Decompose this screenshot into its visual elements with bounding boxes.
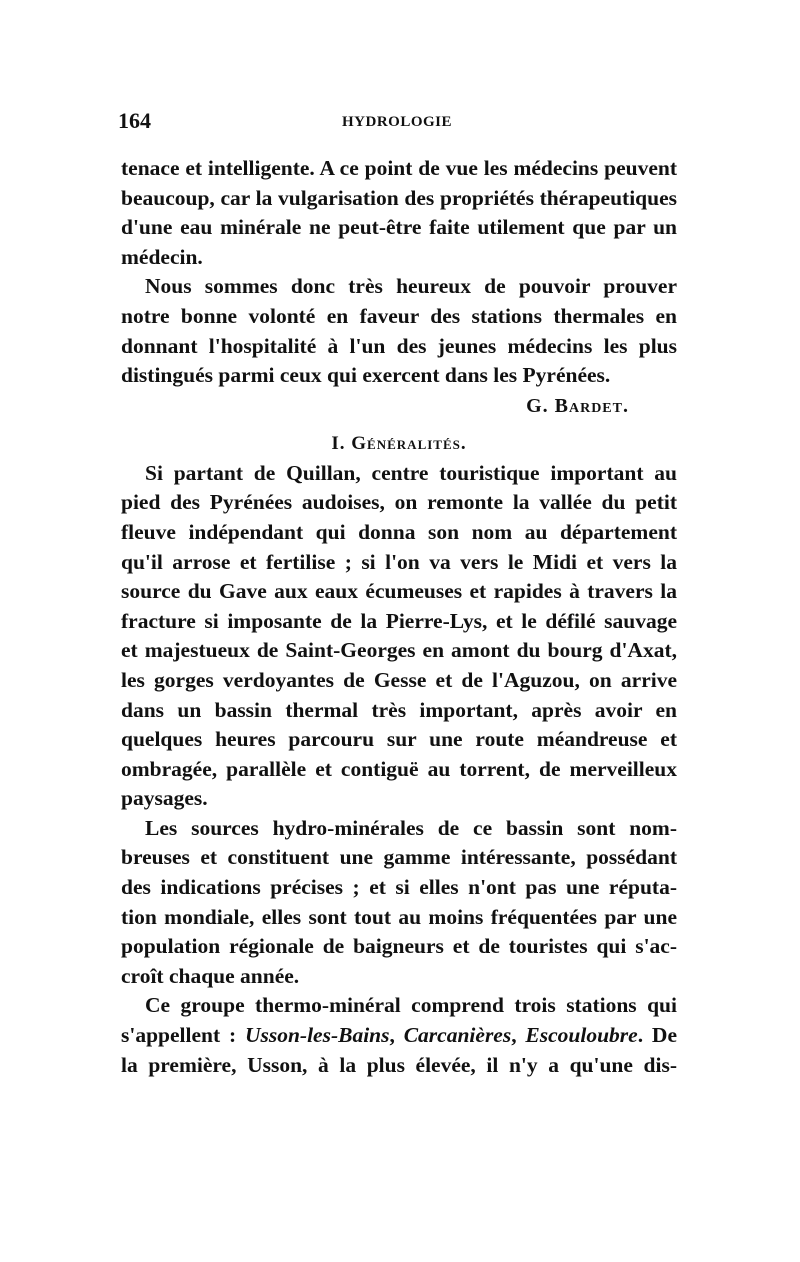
text-fragment: . De — [637, 1023, 677, 1048]
text-line: fracture si imposante de la Pierre-Lys, et le défilé sauvage — [121, 608, 677, 633]
body-text — [121, 154, 677, 1080]
text-line — [121, 1021, 677, 1051]
page-header — [118, 108, 676, 138]
text-line: pied des Pyrénées audoises, on remonte la vallée du petit — [121, 490, 677, 515]
section-title: Généralités. — [351, 432, 467, 454]
text-line: beaucoup, car la vulgarisation des propriétés thérapeutiques — [121, 185, 677, 210]
signature-initial: G. — [526, 394, 549, 417]
text-line: notre bonne volonté en faveur des stations thermales en — [121, 303, 677, 328]
text-line: paysages. — [121, 786, 208, 811]
text-line: tenace et intelligente. A ce point de vue les médecins peuvent — [121, 156, 677, 180]
paragraph-3 — [121, 459, 677, 814]
text-line: des indications précises ; et si elles n'ont pas une réputa- — [121, 875, 677, 900]
paragraph-1 — [121, 154, 677, 272]
page-number: 164 — [118, 108, 151, 133]
text-line: la première, Usson, à la plus élevée, il n'y a qu'une dis- — [121, 1052, 677, 1077]
text-line: dans un bassin thermal très important, après avoir en — [121, 697, 677, 722]
paragraph-5 — [121, 991, 677, 1080]
text-line: tion mondiale, elles sont tout au moins fréquentées par une — [121, 904, 677, 929]
station-name: Usson-les-Bains — [244, 1023, 390, 1048]
text-line: quelques heures parcouru sur une route méandreuse et — [121, 727, 677, 752]
text-line: et majestueux de Saint-Georges en amont du bourg d'Axat, — [121, 638, 677, 663]
text-line: Ce groupe thermo-minéral comprend trois stations qui — [145, 993, 677, 1018]
text-line: Nous sommes donc très heureux de pouvoir prouver — [145, 274, 677, 299]
text-line: fleuve indépendant qui donna son nom au département — [121, 519, 677, 544]
text-line: breuses et constituent une gamme intéressante, possédant — [121, 845, 677, 870]
text-line: qu'il arrose et fertilise ; si l'on va vers le Midi et vers la — [121, 549, 677, 574]
text-line: donnant l'hospitalité à l'un des jeunes médecins les plus — [121, 333, 677, 358]
text-line: ombragée, parallèle et contiguë au torrent, de merveilleux — [121, 756, 677, 781]
author-signature — [121, 391, 677, 421]
text-line: croît chaque année. — [121, 963, 300, 988]
running-title: HYDROLOGIE — [341, 114, 452, 130]
paragraph-4 — [121, 814, 677, 992]
section-number: I. — [331, 432, 346, 454]
text-line: source du Gave aux eaux écumeuses et rapides à travers la — [121, 579, 677, 604]
text-line: les gorges verdoyantes de Gesse et de l'Aguzou, on arrive — [121, 667, 677, 692]
text-line: médecin. — [121, 244, 203, 269]
text-line: distingués parmi ceux qui exercent dans les Pyrénées. — [121, 363, 611, 388]
paragraph-2 — [121, 272, 677, 390]
signature-surname: Bardet. — [554, 394, 629, 417]
text-line: Si partant de Quillan, centre touristique important au — [145, 460, 677, 485]
station-name: Escouloubre — [525, 1023, 638, 1048]
station-name: Carcanières — [403, 1023, 512, 1048]
text-line: d'une eau minérale ne peut-être faite utilement que par un — [121, 215, 677, 240]
text-line: population régionale de baigneurs et de touristes qui s'ac- — [121, 934, 677, 959]
text-fragment: , — [389, 1023, 404, 1048]
text-fragment: s'appellent : — [121, 1023, 245, 1048]
text-fragment: , — [511, 1023, 526, 1048]
text-line: Les sources hydro-minérales de ce bassin sont nom- — [145, 815, 677, 840]
section-heading — [121, 421, 677, 459]
